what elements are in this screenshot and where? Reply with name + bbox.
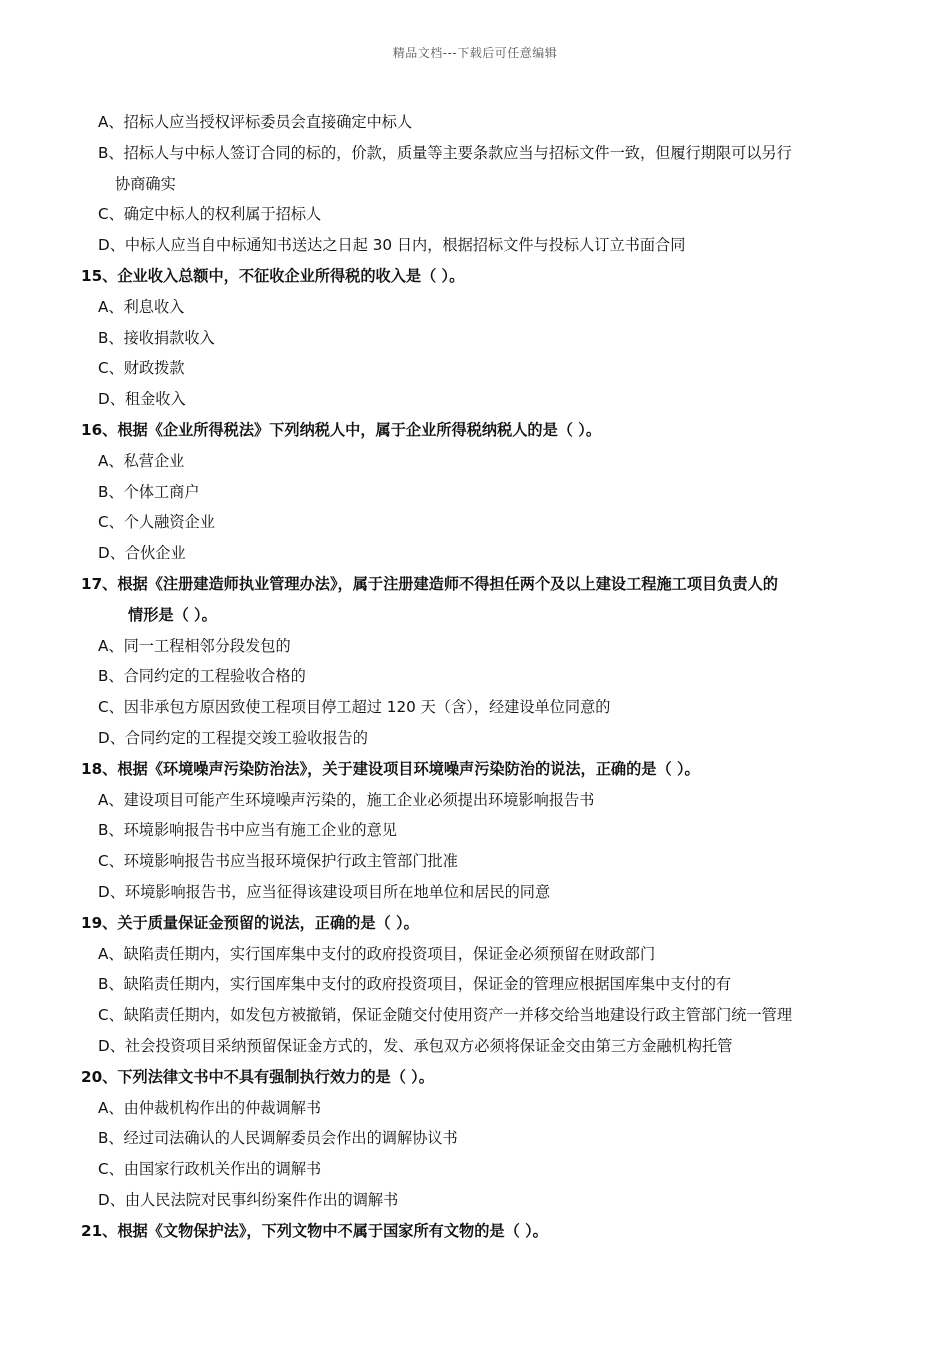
option-line: D、租金收入: [98, 390, 186, 409]
question-line: 21、根据《文物保护法》，下列文物中不属于国家所有文物的是（ ）。: [81, 1221, 548, 1240]
option-line: A、私营企业: [98, 451, 185, 470]
option-line: D、由人民法院对民事纠纷案件作出的调解书: [98, 1190, 399, 1209]
option-line: C、因非承包方原因致使工程项目停工超过 120 天（含），经建设单位同意的: [98, 698, 611, 717]
question-line: 20、下列法律文书中不具有强制执行效力的是（ ）。: [81, 1067, 434, 1086]
option-line: D、环境影响报告书，应当征得该建设项目所在地单位和居民的同意: [98, 882, 551, 901]
option-line: A、招标人应当授权评标委员会直接确定中标人: [98, 113, 413, 131]
question-line: 15、企业收入总额中，不征收企业所得税的收入是（ ）。: [81, 266, 465, 285]
option-line: B、经过司法确认的人民调解委员会作出的调解协议书: [98, 1129, 458, 1148]
question-line: 19、关于质量保证金预留的说法，正确的是（ ）。: [81, 913, 419, 932]
option-line: B、接收捐款收入: [98, 328, 215, 347]
question-line-continuation: 情形是（ ）。: [128, 605, 217, 624]
option-line: C、缺陷责任期内，如发包方被撤销，保证金随交付使用资产一并移交给当地建设行政主管部门统一管理: [98, 1006, 793, 1025]
option-line: C、由国家行政机关作出的调解书: [98, 1160, 322, 1179]
option-line: D、合同约定的工程提交竣工验收报告的: [98, 728, 368, 747]
page-header: 精品文档---下载后可任意编辑: [392, 46, 558, 60]
document-body: [0, 107, 950, 1246]
option-line: A、利息收入: [98, 297, 185, 316]
option-line: B、招标人与中标人签订合同的标的，价款，质量等主要条款应当与招标文件一致，但履行期限可以另行: [98, 143, 792, 162]
option-line: A、建设项目可能产生环境噪声污染的，施工企业必须提出环境影响报告书: [98, 790, 595, 809]
option-line: D、合伙企业: [98, 544, 186, 563]
option-line: A、由仲裁机构作出的仲裁调解书: [98, 1098, 322, 1117]
option-line: C、财政拨款: [98, 359, 185, 378]
option-line: B、环境影响报告书中应当有施工企业的意见: [98, 821, 397, 840]
option-line: B、缺陷责任期内，实行国库集中支付的政府投资项目，保证金的管理应根据国库集中支付的有: [98, 975, 732, 994]
question-line: 18、根据《环境噪声污染防治法》，关于建设项目环境噪声污染防治的说法，正确的是（ ）。: [81, 759, 700, 778]
question-line: 17、根据《注册建造师执业管理办法》，属于注册建造师不得担任两个及以上建设工程施工项目负责人的: [81, 574, 778, 593]
question-line: 16、根据《企业所得税法》下列纳税人中，属于企业所得税纳税人的是（ ）。: [81, 420, 602, 439]
option-line: C、确定中标人的权利属于招标人: [98, 205, 322, 224]
option-line: A、缺陷责任期内，实行国库集中支付的政府投资项目，保证金必须预留在财政部门: [98, 944, 656, 963]
option-line-continuation: 协商确实: [115, 174, 176, 193]
option-line: C、环境影响报告书应当报环境保护行政主管部门批准: [98, 852, 458, 871]
option-line: D、中标人应当自中标通知书送达之日起 30 日内，根据招标文件与投标人订立书面合同: [98, 236, 686, 255]
option-line: D、社会投资项目采纳预留保证金方式的，发、承包双方必须将保证金交由第三方金融机构托管: [98, 1036, 733, 1055]
option-line: A、同一工程相邻分段发包的: [98, 636, 291, 655]
option-line: B、个体工商户: [98, 482, 200, 501]
option-line: B、合同约定的工程验收合格的: [98, 667, 306, 686]
option-line: C、个人融资企业: [98, 513, 215, 532]
